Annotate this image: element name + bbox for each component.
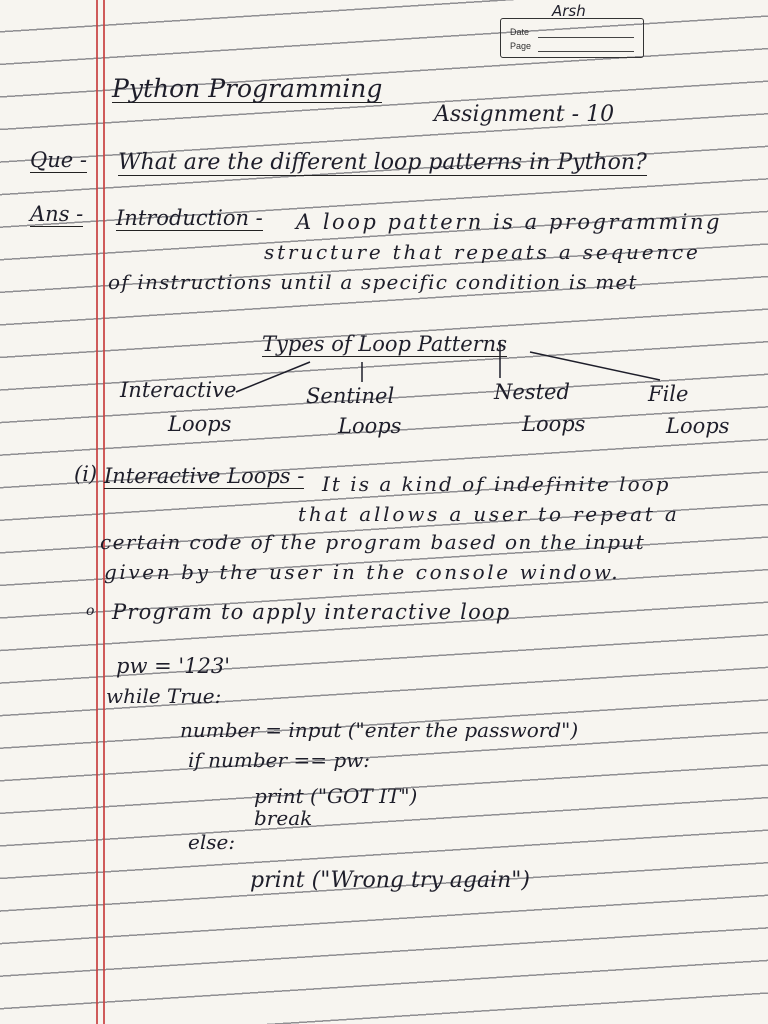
intro-heading: Introduction - (116, 206, 263, 230)
branch-nested-line1: Nested (494, 380, 570, 404)
branch-file-line2: Loops (666, 414, 730, 438)
section-line-3: certain code of the program based on the input (100, 530, 646, 554)
assignment-label: Assignment - 10 (434, 102, 615, 127)
section-line-1: It is a kind of indefinite loop (322, 472, 671, 496)
section-heading: Interactive Loops - (104, 464, 305, 488)
branch-file-line1: File (648, 382, 689, 406)
page-label: Page (510, 41, 532, 51)
page-title: Python Programming (112, 74, 383, 103)
code-line: number = input ("enter the password") (180, 718, 579, 742)
code-line: while True: (106, 684, 222, 708)
section-marker: (i) (74, 462, 98, 486)
intro-line-2: structure that repeats a sequence (264, 240, 701, 264)
connector-interactive (236, 362, 310, 392)
owner-name: Arsh (552, 2, 586, 20)
code-line: break (254, 806, 313, 830)
branch-sentinel-line2: Loops (338, 414, 402, 438)
date-label: Date (510, 27, 530, 37)
diagram-root: Types of Loop Patterns (262, 332, 507, 356)
connector-file (530, 352, 660, 380)
program-bullet: o (86, 603, 95, 619)
code-line: else: (188, 830, 236, 854)
intro-line-3: of instructions until a specific condition is met (108, 270, 638, 294)
code-line: if number == pw: (188, 748, 370, 772)
code-line: print ("GOT IT") (254, 784, 418, 808)
intro-line-1: A loop pattern is a programming (296, 210, 722, 234)
branch-interactive-line1: Interactive (120, 378, 237, 402)
section-line-2: that allows a user to repeat a (298, 502, 680, 526)
branch-interactive-line2: Loops (168, 412, 232, 436)
code-line: pw = '123' (116, 654, 230, 678)
program-heading: Program to apply interactive loop (112, 600, 511, 624)
question-label: Que - (30, 148, 87, 172)
answer-label: Ans - (30, 202, 84, 226)
branch-nested-line2: Loops (522, 412, 586, 436)
section-line-4: given by the user in the console window. (104, 560, 621, 584)
question-text: What are the different loop patterns in Python? (118, 150, 647, 175)
code-line: print ("Wrong try again") (250, 868, 530, 893)
branch-sentinel-line1: Sentinel (306, 384, 395, 408)
